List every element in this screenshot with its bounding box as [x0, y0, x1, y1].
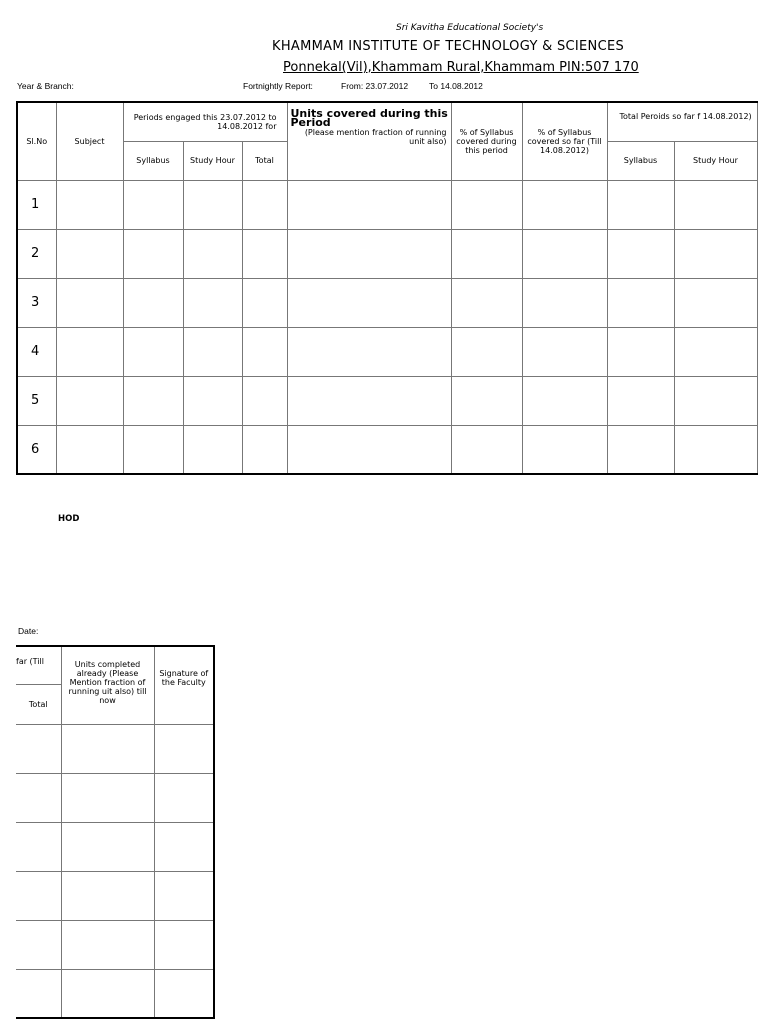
units-covered-note: (Please mention fraction of running unit also) [304, 128, 447, 146]
table-cell [242, 376, 287, 425]
table-cell [287, 229, 451, 278]
table-cell [61, 969, 154, 1018]
table-cell [451, 229, 522, 278]
table-cell [61, 871, 154, 920]
table-cell [607, 278, 674, 327]
table-cell [183, 327, 242, 376]
table-row [16, 969, 214, 1018]
header-slno: Sl.No [17, 102, 56, 180]
table-row [16, 871, 214, 920]
header-syllabus: Syllabus [123, 141, 183, 180]
table-cell [522, 278, 607, 327]
row-number: 2 [17, 229, 56, 278]
table-cell [522, 376, 607, 425]
table-cell [674, 376, 757, 425]
table-cell [607, 327, 674, 376]
hod-label: HOD [58, 514, 80, 524]
table-cell [154, 920, 214, 969]
table-cell [61, 773, 154, 822]
table-cell [674, 425, 757, 474]
table-cell [123, 425, 183, 474]
header-total-cont: Total [16, 684, 61, 724]
table-cell [154, 822, 214, 871]
table-cell [16, 822, 61, 871]
table-cell [154, 773, 214, 822]
table-cell [123, 327, 183, 376]
header-total: Total [242, 141, 287, 180]
table-row [17, 180, 757, 229]
table-row [17, 327, 757, 376]
table-cell [183, 425, 242, 474]
table-cell [242, 278, 287, 327]
table-cell [154, 969, 214, 1018]
table-cell [451, 327, 522, 376]
table-cell [183, 229, 242, 278]
institute-address: Ponnekal(Vil),Khammam Rural,Khammam PIN:507 170 [283, 60, 639, 75]
header-pct-period: % of Syllabus covered during this period [451, 102, 522, 180]
table-cell [674, 180, 757, 229]
table-cell [522, 180, 607, 229]
table-row [17, 229, 757, 278]
table-cell [16, 920, 61, 969]
table-cell [154, 871, 214, 920]
table-cell [16, 969, 61, 1018]
society-name: Sri Kavitha Educational Society's [396, 23, 544, 33]
header-sofar-cont: far (Till [16, 646, 61, 684]
table-cell [451, 376, 522, 425]
header-periods-engaged: Periods engaged this 23.07.2012 to 14.08.2012 for [123, 102, 287, 141]
table-cell [123, 376, 183, 425]
table-cell [123, 229, 183, 278]
header-study-hour: Study Hour [183, 141, 242, 180]
table-cell [607, 180, 674, 229]
table-row [17, 376, 757, 425]
table-cell [56, 376, 123, 425]
table-cell [154, 724, 214, 773]
row-number: 1 [17, 180, 56, 229]
table-cell [674, 327, 757, 376]
header-total-syllabus: Syllabus [607, 141, 674, 180]
table-cell [451, 180, 522, 229]
table-row [17, 425, 757, 474]
table-row [17, 278, 757, 327]
table-cell [123, 180, 183, 229]
table-cell [242, 425, 287, 474]
table-cell [61, 920, 154, 969]
header-total-periods: Total Peroids so far f 14.08.2012) [607, 102, 757, 141]
header-total-study-hour: Study Hour [674, 141, 757, 180]
table-cell [287, 180, 451, 229]
table-cell [287, 278, 451, 327]
table-row [16, 822, 214, 871]
table-cell [287, 327, 451, 376]
table-cell [61, 724, 154, 773]
institute-name: KHAMMAM INSTITUTE OF TECHNOLOGY & SCIENCES [272, 39, 625, 54]
table-cell [183, 180, 242, 229]
table-cell [16, 773, 61, 822]
fortnightly-label: Fortnightly Report: [243, 81, 313, 91]
units-covered-title: Units covered during this Period [290, 107, 448, 129]
table-cell [522, 229, 607, 278]
header-units-completed: Units completed already (Please Mention fraction of running uit also) till now [61, 646, 154, 724]
table-cell [61, 822, 154, 871]
table-cell [607, 376, 674, 425]
table-cell [183, 376, 242, 425]
table-cell [607, 425, 674, 474]
header-pct-sofar: % of Syllabus covered so far (Till 14.08.2012) [522, 102, 607, 180]
table-cell [451, 425, 522, 474]
year-branch-label: Year & Branch: [17, 81, 74, 91]
table-cell [242, 229, 287, 278]
row-number: 5 [17, 376, 56, 425]
table-cell [451, 278, 522, 327]
table-cell [56, 327, 123, 376]
table-cell [607, 229, 674, 278]
report-table-continued [16, 645, 215, 1019]
table-row [16, 724, 214, 773]
table-cell [522, 425, 607, 474]
from-date: From: 23.07.2012 [341, 81, 409, 91]
table-cell [287, 425, 451, 474]
table-cell [56, 425, 123, 474]
table-cell [123, 278, 183, 327]
header-units-covered [287, 102, 451, 180]
table-cell [242, 327, 287, 376]
row-number: 3 [17, 278, 56, 327]
table-cell [16, 871, 61, 920]
table-cell [56, 229, 123, 278]
row-number: 4 [17, 327, 56, 376]
table-cell [674, 229, 757, 278]
header-signature: Signature of the Faculty [154, 646, 214, 724]
row-number: 6 [17, 425, 56, 474]
table-cell [16, 724, 61, 773]
table-row [16, 920, 214, 969]
table-cell [56, 278, 123, 327]
header-subject: Subject [56, 102, 123, 180]
report-table [16, 101, 758, 475]
table-cell [522, 327, 607, 376]
table-cell [674, 278, 757, 327]
table-row [16, 773, 214, 822]
to-date: To 14.08.2012 [429, 81, 483, 91]
table-cell [242, 180, 287, 229]
table-cell [287, 376, 451, 425]
table-cell [183, 278, 242, 327]
date-label: Date: [18, 626, 39, 636]
table-cell [56, 180, 123, 229]
